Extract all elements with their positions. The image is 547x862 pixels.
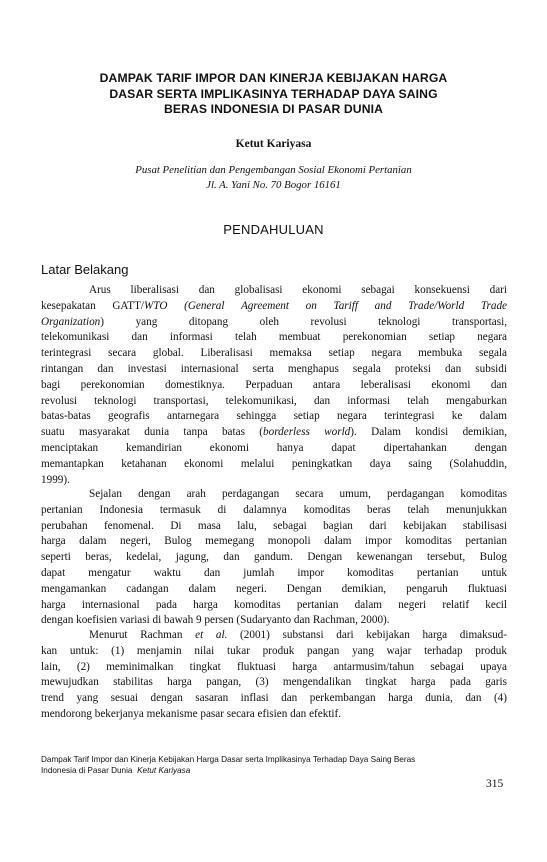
text-line: batas-batas geografis antarnegara sehingga setiap negara terintegrasi ke dalam [41,410,507,423]
text-line: dapat mengatur waktu dan jumlah impor komoditas pertanian untuk [41,566,507,579]
title-line: DASAR SERTA IMPLIKASINYA TERHADAP DAYA SAING [109,86,438,101]
subsection-heading: Latar Belakang [41,262,129,277]
author-name: Ketut Kariyasa [235,138,312,150]
text-line: lain, (2) meminimalkan tingkat fluktuasi harga antarmusim/tahun sebagai upaya [41,660,507,673]
text-line: terintegrasi secara global. Liberalisasi memaksa setiap negara membuka segala [41,347,507,360]
text-line: perubahan fenomenal. Di masa lalu, sebagai bagian dari kebijakan stabilisasi [41,519,507,532]
paragraph-1 [41,283,507,488]
paper-title [40,71,507,118]
text-line: Organization) yang ditopang oleh revolusi teknologi transportasi, [41,315,507,328]
text-line: dengan koefisien variasi di bawah 9 persen (Sudaryanto dan Rachman, 2000). [41,614,390,627]
text-line: mengamankan cadangan dalam negeri. Dengan demikian, pengaruh fluktuasi [41,582,507,595]
running-footer [41,754,415,776]
text-line: menciptakan kemandirian ekonomi hanya dapat dipertahankan dengan [41,441,507,454]
text-line: telekomunikasi dan informasi telah membuat perekonomian setiap negara [41,331,507,344]
text-line: mewujudkan stabilitas harga pangan, (3) mengendalikan tingkat harga pada garis [41,676,507,689]
text-line: Arus liberalisasi dan globalisasi ekonomi sebagai konsekuensi dari [89,284,507,296]
footer-line: Indonesia di Pasar Dunia Ketut Kariyasa [41,766,191,775]
paragraph-2 [41,487,507,629]
text-line: 1999). [41,473,70,486]
affiliation-line: Pusat Penelitian dan Pengembangan Sosial Ekonomi Pertanian [135,164,412,176]
paragraph-3 [41,628,507,723]
text-line: Sejalan dengan arah perdagangan secara umum, perdagangan komoditas [89,488,507,500]
text-line: seperti beras, kedelai, jagung, dan gandum. Dengan kewenangan tersebut, Bulog [41,551,507,564]
footer-line: Dampak Tarif Impor dan Kinerja Kebijakan Harga Dasar serta Implikasinya Terhadap Daya Saing Beras [41,755,416,764]
section-heading: PENDAHULUAN [223,222,324,237]
text-line: memantapkan ketahanan ekonomi melalui peningkatkan daya saing (Solahuddin, [41,457,507,470]
author-affiliation [40,163,507,193]
text-line: mendorong bekerjanya mekanisme pasar secara efisien dan efektif. [41,707,342,720]
text-line: harga dalam negeri, Bulog memegang monopoli dalam impor komoditas pertanian [41,535,507,548]
text-line: kan untuk: (1) menjamin nilai tukar produk pangan yang wajar terhadap produk [41,644,507,657]
text-line: bagi perekonomian domestiknya. Perpaduan antara leberalisasi ekonomi dan [41,378,507,391]
title-line: DAMPAK TARIF IMPOR DAN KINERJA KEBIJAKAN HARGA [99,71,448,85]
text-line: revolusi teknologi transportasi, telekomunikasi, dan informasi telah mengaburkan [41,394,507,407]
text-line: harga internasional pada harga komoditas pertanian dalam negeri relatif kecil [41,598,507,611]
text-line: Menurut Rachman et al. (2001) substansi dari kebijakan harga dimaksud- [89,629,507,641]
text-line: rintangan dan investasi internasional serta menghapus segala proteksi dan subsidi [41,362,507,375]
text-line: trend yang sesuai dengan sasaran inflasi dan perkembangan harga dunia, dan (4) [41,692,507,705]
text-line: suatu masyarakat dunia tanpa batas (borderless world). Dalam kondisi demikian, [41,426,507,439]
affiliation-line: Jl. A. Yani No. 70 Bogor 16161 [206,179,341,191]
title-line: BERAS INDONESIA DI PASAR DUNIA [163,102,383,116]
text-line: kesepakatan GATT/WTO (General Agreement on Tariff and Trade/World Trade [41,299,508,312]
text-line: pertanian Indonesia termasuk di dalamnya komoditas beras telah menunjukkan [41,503,507,516]
page-number: 315 [486,778,504,790]
